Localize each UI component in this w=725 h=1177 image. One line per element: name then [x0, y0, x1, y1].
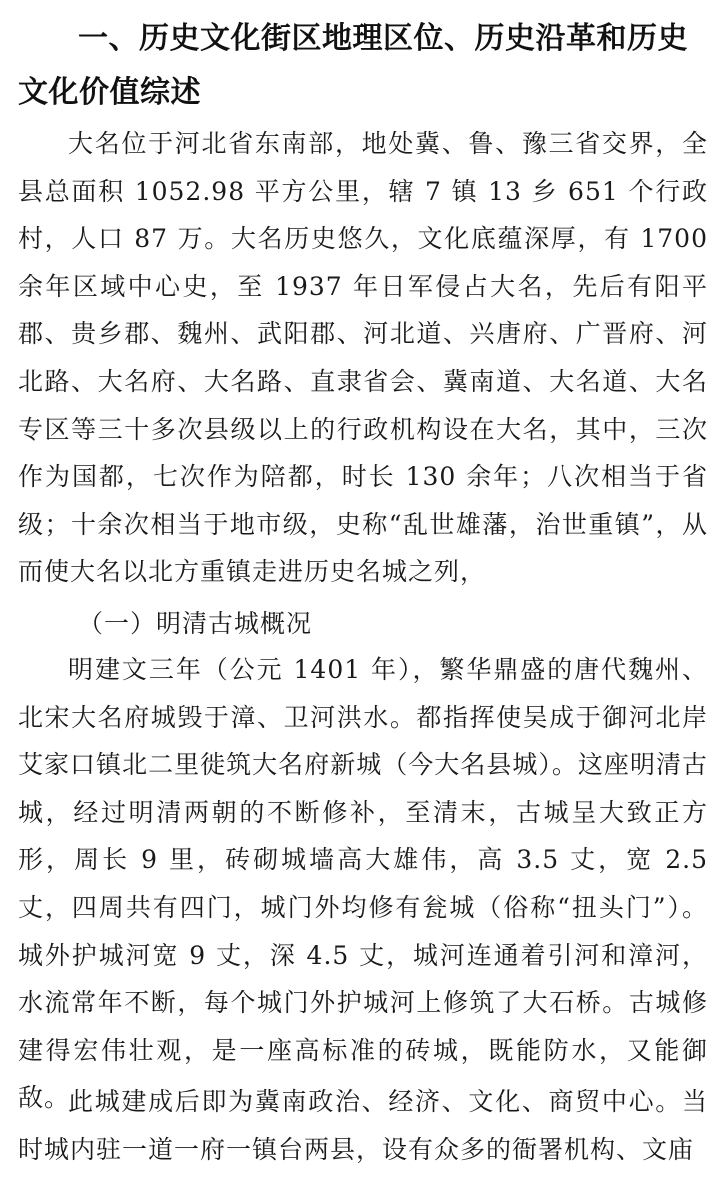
section-heading: 一、历史文化街区地理区位、历史沿革和历史文化价值综述: [18, 21, 688, 110]
paragraph-ancient-city: 明建文三年（公元 1401 年），繁华鼎盛的唐代魏州、北宋大名府城毁于漳、卫河洪水。都指挥使吴成于御河北岸艾家口镇北二里徙筑大名府新城（今大名县城）。这座明清古城，经过明清两朝的不断修补，至清末，古城呈大致正方形，周长 9 里，砖砌城墙高大雄伟，高 3.5 丈，宽 2.5 丈，四周共有四门，城门外均修有瓮城（俗称“扭头门”）。城外护城河宽 9 丈，深 4.5 丈，城河连通着引河和漳河，水流常年不断，每个城门外护城河上修筑了大石桥。古城修建得宏伟壮观，是一座高标准的砖城，既能防水，又能御敌。: [18, 655, 708, 1113]
paragraph-center: 此城建成后即为冀南政治、经济、文化、商贸中心。当时城内驻一道一府一镇台两县，设有众多的衙署机构、文庙: [18, 1087, 708, 1164]
paragraph-overview: 大名位于河北省东南部，地处冀、鲁、豫三省交界，全县总面积 1052.98 平方公里，辖 7 镇 13 乡 651 个行政村，人口 87 万。大名历史悠久，文化底蕴深厚，有 1700 余年区域中心史，至 1937 年日军侵占大名，先后有阳平郡、贵乡郡、魏州、武阳郡、河北道、兴唐府、广晋府、河北路、大名府、大名路、直隶省会、冀南道、大名道、大名专区等三十多次县级以上的行政机构设在大名，其中，三次作为国都，七次作为陪都，时长 130 余年；八次相当于省级；十余次相当于地市级，史称“乱世雄藩，治世重镇”，从而使大名以北方重镇走进历史名城之列，: [18, 129, 708, 587]
subsection-heading: （一）明清古城概况: [78, 609, 313, 638]
